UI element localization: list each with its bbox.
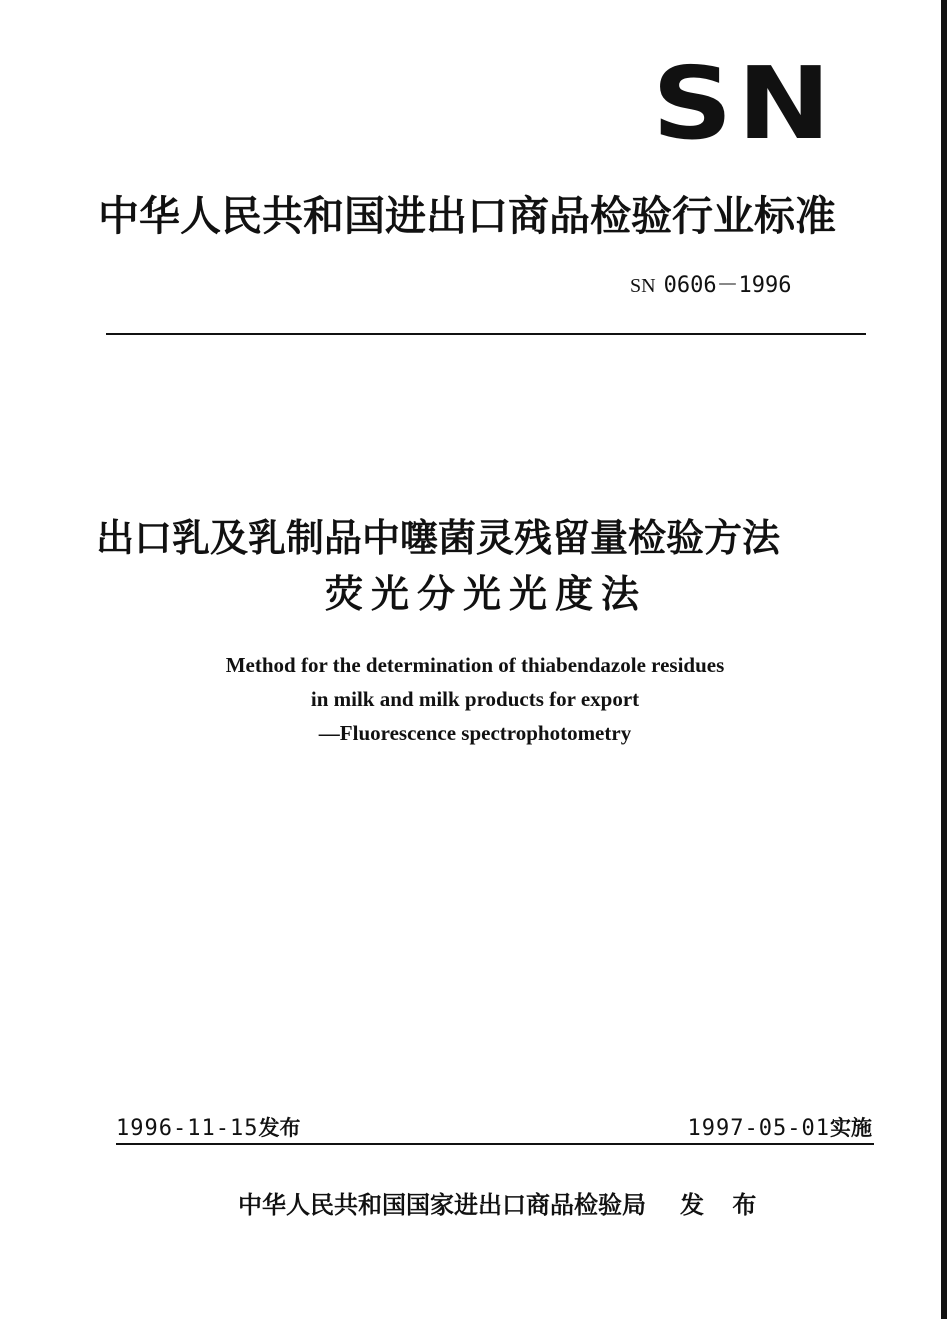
- issued-date: [116, 1112, 300, 1145]
- standard-category-title: 中华人民共和国进出口商品检验行业标准: [98, 192, 836, 240]
- footer-divider: [116, 1143, 874, 1145]
- effective-date-value: 1997-05-01: [687, 1116, 830, 1141]
- title-english-line-3: —Fluorescence spectrophotometry: [318, 721, 632, 745]
- title-english-line-2: in milk and milk products for export: [310, 687, 640, 711]
- standard-number-prefix: SN: [630, 275, 656, 297]
- header-divider: [106, 333, 866, 335]
- issuing-authority-action: 发 布: [680, 1191, 767, 1219]
- title-chinese-line-1: 出口乳及乳制品中噻菌灵残留量检验方法: [96, 516, 781, 560]
- title-english: [0, 648, 950, 750]
- issued-date-value: 1996-11-15: [116, 1116, 259, 1141]
- effective-date-label: 实施: [830, 1116, 872, 1140]
- issued-date-label: 发布: [258, 1116, 301, 1140]
- standard-number-value: 0606－1996: [663, 273, 792, 298]
- sn-logo: SN: [652, 45, 836, 162]
- title-english-line-1: Method for the determination of thiabendazole residues: [225, 653, 725, 677]
- issuing-authority-name: 中华人民共和国国家进出口商品检验局: [238, 1191, 646, 1219]
- title-chinese-line-2: 荧光分光光度法: [324, 572, 647, 616]
- effective-date: [688, 1112, 872, 1145]
- issuing-authority: [238, 1188, 766, 1222]
- standard-number: [630, 270, 792, 302]
